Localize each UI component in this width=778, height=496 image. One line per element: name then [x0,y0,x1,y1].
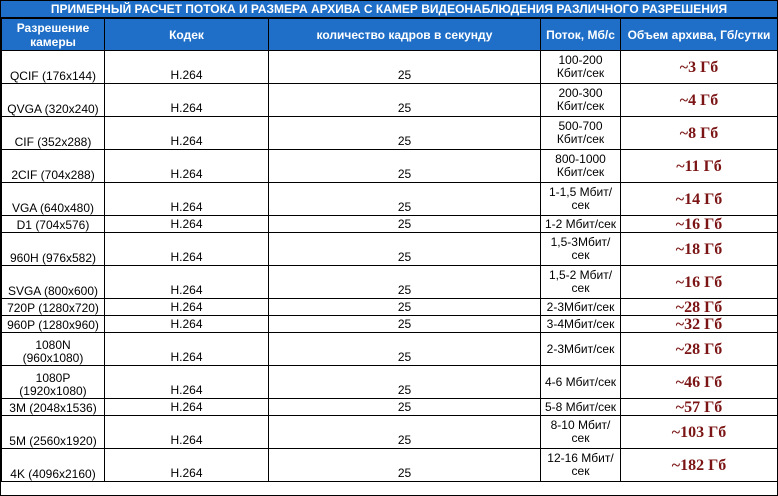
cell-archive[interactable]: ~16 Гб [621,216,778,233]
cell-stream[interactable]: 200-300 Кбит/сек [541,84,621,117]
table-row [2,449,778,482]
cell-archive[interactable]: ~28 Гб [621,299,778,316]
cell-fps[interactable]: 25 [269,51,541,84]
column-header-stream: Поток, Мб/с [541,19,621,51]
column-header-resolution: Разрешение камеры [2,19,105,51]
cell-stream[interactable]: 1,5-2 Мбит/сек [541,266,621,299]
cell-stream[interactable]: 5-8 Мбит/сек [541,399,621,416]
cell-fps[interactable]: 25 [269,449,541,482]
cell-fps[interactable]: 25 [269,416,541,449]
cell-resolution[interactable]: 4K (4096x2160) [2,449,105,482]
table-row [2,183,778,216]
cell-resolution[interactable]: 1080P (1920x1080) [2,366,105,399]
cell-resolution[interactable]: 960P (1280x960) [2,316,105,333]
cell-fps[interactable]: 25 [269,316,541,333]
cell-archive[interactable]: ~28 Гб [621,333,778,366]
cell-codec[interactable]: H.264 [105,416,269,449]
table-row [2,399,778,416]
cell-archive[interactable]: ~4 Гб [621,84,778,117]
table-row [2,216,778,233]
cell-stream[interactable]: 800-1000 Кбит/сек [541,150,621,183]
cell-stream[interactable]: 1-1,5 Мбит/сек [541,183,621,216]
cell-fps[interactable]: 25 [269,84,541,117]
cell-codec[interactable]: H.264 [105,51,269,84]
cell-archive[interactable]: ~46 Гб [621,366,778,399]
cell-codec[interactable]: H.264 [105,333,269,366]
cell-codec[interactable]: H.264 [105,183,269,216]
cell-resolution[interactable]: 5M (2560x1920) [2,416,105,449]
cell-archive[interactable]: ~18 Гб [621,233,778,266]
cell-stream[interactable]: 8-10 Мбит/сек [541,416,621,449]
cell-archive[interactable]: ~11 Гб [621,150,778,183]
cell-codec[interactable]: H.264 [105,117,269,150]
cell-codec[interactable]: H.264 [105,449,269,482]
cell-codec[interactable]: H.264 [105,150,269,183]
cell-codec[interactable]: H.264 [105,216,269,233]
table-row [2,84,778,117]
cell-stream[interactable]: 1,5-3Мбит/сек [541,233,621,266]
cell-resolution[interactable]: 2CIF (704x288) [2,150,105,183]
cell-fps[interactable]: 25 [269,299,541,316]
cell-stream[interactable]: 12-16 Мбит/сек [541,449,621,482]
table-row [2,233,778,266]
cell-stream[interactable]: 4-6 Мбит/сек [541,366,621,399]
cell-stream[interactable]: 500-700 Кбит/сек [541,117,621,150]
table-row [2,266,778,299]
cell-stream[interactable]: 1-2 Мбит/сек [541,216,621,233]
cell-fps[interactable]: 25 [269,117,541,150]
cell-resolution[interactable]: 960H (976x582) [2,233,105,266]
cell-fps[interactable]: 25 [269,150,541,183]
cell-archive[interactable]: ~103 Гб [621,416,778,449]
cell-fps[interactable]: 25 [269,183,541,216]
cell-resolution[interactable]: QCIF (176x144) [2,51,105,84]
cell-resolution[interactable]: 720P (1280x720) [2,299,105,316]
cell-resolution[interactable]: 1080N (960x1080) [2,333,105,366]
table-row [2,333,778,366]
cell-fps[interactable]: 25 [269,266,541,299]
table-row [2,117,778,150]
cell-resolution[interactable]: 3M (2048x1536) [2,399,105,416]
cell-resolution[interactable]: D1 (704x576) [2,216,105,233]
cell-fps[interactable]: 25 [269,216,541,233]
table-row [2,51,778,84]
table-row [2,299,778,316]
cell-archive[interactable]: ~16 Гб [621,266,778,299]
cell-stream[interactable]: 2-3Мбит/сек [541,333,621,366]
table-row [2,416,778,449]
cell-fps[interactable]: 25 [269,233,541,266]
cell-codec[interactable]: H.264 [105,233,269,266]
cell-fps[interactable]: 25 [269,399,541,416]
cell-archive[interactable]: ~57 Гб [621,399,778,416]
cell-resolution[interactable]: QVGA (320x240) [2,84,105,117]
cell-archive[interactable]: ~3 Гб [621,51,778,84]
cell-stream[interactable]: 2-3Мбит/сек [541,299,621,316]
table-row [2,316,778,333]
cell-resolution[interactable]: SVGA (800x600) [2,266,105,299]
cell-codec[interactable]: H.264 [105,299,269,316]
header-row [2,19,778,51]
sheet-title: ПРИМЕРНЫЙ РАСЧЕТ ПОТОКА И РАЗМЕРА АРХИВА С КАМЕР ВИДЕОНАБЛЮДЕНИЯ РАЗЛИЧНОГО РАЗРЕШЕНИЯ [1,1,777,18]
cell-resolution[interactable]: VGA (640x480) [2,183,105,216]
cell-resolution[interactable]: CIF (352x288) [2,117,105,150]
cell-stream[interactable]: 3-4Мбит/сек [541,316,621,333]
cell-fps[interactable]: 25 [269,366,541,399]
table-row [2,366,778,399]
column-header-archive: Объем архива, Гб/сутки [621,19,778,51]
cell-codec[interactable]: H.264 [105,266,269,299]
cell-codec[interactable]: H.264 [105,366,269,399]
cell-codec[interactable]: H.264 [105,316,269,333]
table-row [2,150,778,183]
cell-codec[interactable]: H.264 [105,84,269,117]
cell-codec[interactable]: H.264 [105,399,269,416]
column-header-fps: количество кадров в секунду [269,19,541,51]
column-header-codec: Кодек [105,19,269,51]
cell-archive[interactable]: ~182 Гб [621,449,778,482]
cell-archive[interactable]: ~8 Гб [621,117,778,150]
data-table [1,18,778,482]
cell-stream[interactable]: 100-200 Кбит/сек [541,51,621,84]
cell-fps[interactable]: 25 [269,333,541,366]
cell-archive[interactable]: ~14 Гб [621,183,778,216]
cell-archive[interactable]: ~32 Гб [621,316,778,333]
